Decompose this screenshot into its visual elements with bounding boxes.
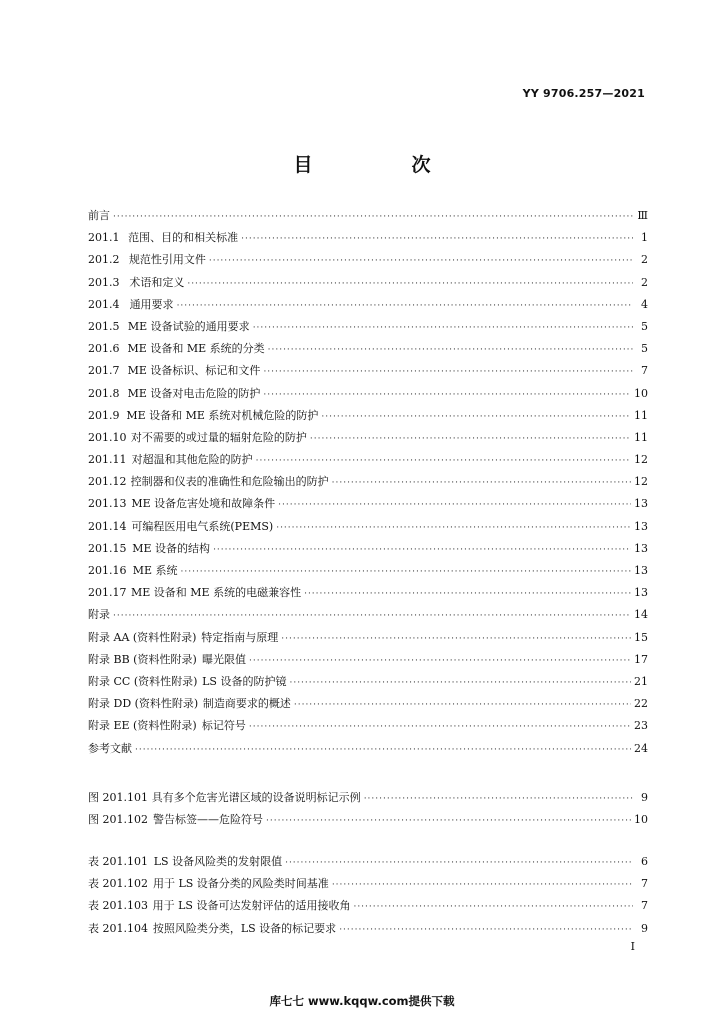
toc-leader-dots [187, 273, 633, 295]
footer-download-note: 库七七 www.kqqw.com提供下载 [269, 994, 455, 1008]
toc-entry-title: 可编程医用电气系统(PEMS) [131, 519, 274, 533]
toc-leader-dots [294, 694, 631, 716]
toc-entry-title: 规范性引用文件 [128, 253, 206, 267]
toc-entry-page: 11 [634, 408, 648, 422]
toc-entry-title: LS 设备风险类的发射限值 [153, 855, 283, 868]
toc-entry-number: 201.1 [88, 231, 120, 245]
toc-entry-page: 14 [634, 608, 648, 622]
toc-entry-page: 10 [634, 386, 648, 400]
toc-entry-title: 用于 LS 设备分类的风险类时间基准 [152, 877, 329, 891]
toc-entry[interactable] [88, 316, 648, 338]
toc-entry-number: 表 201.104 [88, 921, 148, 935]
toc-figures-list [88, 787, 648, 831]
toc-entry[interactable] [88, 516, 648, 538]
toc-entry-title: ME 设备的结构 [132, 541, 211, 555]
toc-entry[interactable] [88, 671, 648, 693]
toc-leader-dots [321, 406, 631, 428]
toc-entry-number: 201.4 [88, 297, 120, 311]
toc-entry[interactable] [88, 873, 648, 895]
toc-entry[interactable] [88, 272, 648, 294]
standard-code: YY 9706.257—2021 [522, 87, 645, 100]
toc-leader-dots [263, 384, 631, 406]
toc-entry-number: 表 201.103 [88, 899, 148, 913]
toc-entry-page: 12 [634, 475, 648, 489]
toc-leader-dots [135, 739, 631, 761]
toc-entry[interactable] [88, 560, 648, 582]
toc-leader-dots [113, 206, 633, 228]
toc-entry[interactable] [88, 693, 648, 715]
toc-entry-page: 13 [634, 541, 648, 555]
toc-entry[interactable] [88, 715, 648, 737]
toc-main-list [88, 205, 648, 760]
toc-entry-title: 具有多个危害光谱区域的设备说明标记示例 [151, 791, 361, 804]
toc-leader-dots [353, 896, 633, 918]
toc-entry[interactable] [88, 738, 648, 760]
toc-entry-page: 11 [634, 430, 648, 444]
toc-leader-dots [278, 494, 631, 516]
toc-entry[interactable] [88, 360, 648, 382]
toc-tables-list [88, 851, 648, 940]
toc-entry-title: 警告标签——危险符号 [153, 813, 264, 827]
toc-entry[interactable] [88, 383, 648, 405]
toc-leader-dots [213, 539, 631, 561]
toc-entry-number: 201.17 [88, 586, 127, 600]
toc-entry-title: ME 设备试验的通用要求 [127, 319, 250, 333]
toc-entry-title: ME 设备标识、标记和文件 [127, 364, 261, 378]
toc-entry-title: ME 设备和 ME 系统的电磁兼容性 [131, 586, 302, 600]
toc-leader-dots [339, 919, 633, 941]
toc-leader-dots [289, 672, 631, 694]
toc-entry-title: 控制器和仪表的准确性和危险输出的防护 [130, 475, 329, 489]
toc-entry-number: 附录 DD (资料性附录) [88, 697, 199, 711]
toc-entry-title: 术语和定义 [129, 275, 185, 289]
toc-entry-number: 附录 EE (资料性附录) [88, 719, 197, 733]
toc-entry-title: 前言 [88, 209, 110, 222]
toc-leader-dots [263, 361, 633, 383]
toc-entry-page: 7 [641, 877, 648, 891]
toc-leader-dots [253, 317, 633, 339]
toc-entry-page: 6 [641, 855, 648, 868]
toc-entry-title: 范围、目的和相关标准 [128, 231, 239, 245]
toc-leader-dots [249, 716, 631, 738]
toc-entry-page: 13 [634, 564, 648, 577]
toc-entry[interactable] [88, 405, 648, 427]
toc-entry[interactable] [88, 627, 648, 649]
toc-entry-page: 21 [634, 674, 648, 688]
toc-entry-title: ME 系统 [132, 564, 178, 577]
toc-entry-title: 对不需要的或过量的辐射危险的防护 [130, 430, 307, 444]
toc-entry[interactable] [88, 649, 648, 671]
toc-entry-title: 附录 [88, 608, 110, 622]
toc-leader-dots [266, 810, 631, 832]
toc-leader-dots [310, 428, 631, 450]
toc-entry-title: 标记符号 [201, 719, 246, 733]
toc-entry-title: 特定指南与原理 [201, 630, 279, 644]
toc-leader-dots [332, 472, 631, 494]
toc-leader-dots [181, 561, 632, 583]
toc-entry-title: 曝光限值 [202, 652, 247, 666]
toc-entry-number: 201.16 [88, 564, 127, 577]
toc-entry-number: 201.15 [88, 541, 127, 555]
toc-entry-title: LS 设备的防护镜 [202, 674, 287, 688]
toc-entry-number: 201.9 [88, 408, 120, 422]
toc-entry[interactable] [88, 449, 648, 471]
toc-entry[interactable] [88, 205, 648, 227]
toc-entry-page: Ⅲ [637, 209, 648, 222]
toc-entry-number: 附录 CC (资料性附录) [88, 674, 198, 688]
toc-entry[interactable] [88, 851, 648, 873]
toc-entry-number: 201.10 [88, 430, 127, 444]
toc-entry-number: 201.12 [88, 475, 127, 489]
toc-entry-number: 表 201.101 [88, 855, 148, 868]
toc-entry-title: ME 设备对电击危险的防护 [127, 386, 261, 400]
toc-entry-title: ME 设备和 ME 系统的分类 [127, 342, 265, 356]
toc-entry[interactable] [88, 493, 648, 515]
toc-entry[interactable] [88, 227, 648, 249]
toc-entry-number: 201.8 [88, 386, 120, 400]
toc-entry-page: 9 [641, 921, 648, 935]
toc-entry-number: 附录 AA (资料性附录) [88, 630, 197, 644]
toc-entry-title: ME 设备和 ME 系统对机械危险的防护 [126, 408, 319, 422]
toc-entry-title: 按照风险类分类，LS 设备的标记要求 [152, 921, 337, 935]
toc-leader-dots [304, 583, 631, 605]
toc-entry[interactable] [88, 604, 648, 626]
toc-entry-page: 2 [641, 275, 648, 289]
toc-leader-dots [332, 874, 633, 896]
toc-entry-page: 4 [641, 297, 648, 311]
toc-entry-number: 201.5 [88, 319, 120, 333]
toc-entry-page: 9 [641, 791, 648, 804]
toc-entry-number: 图 201.102 [88, 813, 148, 827]
toc-entry-page: 13 [634, 586, 648, 600]
toc-entry-page: 5 [641, 319, 648, 333]
toc-leader-dots [113, 605, 631, 627]
toc-entry-title: 制造商要求的概述 [202, 697, 291, 711]
toc-leader-dots [256, 450, 631, 472]
toc-entry-title: 通用要求 [129, 297, 174, 311]
toc-entry-page: 1 [641, 231, 648, 245]
toc-entry[interactable] [88, 895, 648, 917]
toc-entry[interactable] [88, 809, 648, 831]
toc-leader-dots [364, 788, 633, 810]
toc-entry[interactable] [88, 294, 648, 316]
toc-entry-number: 附录 BB (资料性附录) [88, 652, 197, 666]
toc-entry-number: 201.2 [88, 253, 120, 267]
toc-entry-page: 17 [634, 652, 648, 666]
toc-entry-page: 2 [641, 253, 648, 267]
toc-entry-title: 参考文献 [88, 741, 132, 755]
toc-leader-dots [249, 650, 631, 672]
toc-entry-number: 201.3 [88, 275, 120, 289]
toc-entry[interactable] [88, 471, 648, 493]
toc-entry-page: 7 [641, 364, 648, 378]
toc-entry-number: 201.7 [88, 364, 120, 378]
toc-leader-dots [209, 250, 633, 272]
toc-leader-dots [268, 339, 633, 361]
toc-entry-number: 图 201.101 [88, 791, 148, 804]
toc-entry-title: ME 设备危害处境和故障条件 [131, 497, 276, 511]
toc-entry-number: 表 201.102 [88, 877, 148, 891]
toc-entry-page: 23 [634, 719, 648, 733]
toc-entry-number: 201.6 [88, 342, 120, 356]
toc-entry-title: 用于 LS 设备可达发射评估的适用接收角 [152, 899, 351, 913]
page-number: I [630, 940, 635, 953]
toc-entry-page: 24 [634, 741, 648, 755]
toc-entry-page: 10 [634, 813, 648, 827]
toc-entry[interactable] [88, 918, 648, 940]
toc-leader-dots [276, 517, 631, 539]
toc-entry[interactable] [88, 787, 648, 809]
toc-entry[interactable] [88, 582, 648, 604]
toc-entry-page: 13 [634, 519, 648, 533]
toc-entry[interactable] [88, 538, 648, 560]
toc-entry[interactable] [88, 338, 648, 360]
toc-entry-page: 13 [634, 497, 648, 511]
toc-entry-page: 12 [634, 453, 648, 467]
toc-entry-number: 201.14 [88, 519, 127, 533]
toc-entry-page: 5 [641, 342, 648, 356]
toc-leader-dots [281, 628, 631, 650]
toc-entry-number: 201.11 [88, 453, 127, 467]
toc-entry[interactable] [88, 249, 648, 271]
toc-entry-page: 15 [634, 630, 648, 644]
page-title: 目 次 [293, 154, 471, 176]
toc-leader-dots [241, 228, 633, 250]
toc-entry[interactable] [88, 427, 648, 449]
toc-entry-title: 对超温和其他危险的防护 [131, 453, 253, 467]
toc-entry-page: 22 [634, 697, 648, 711]
toc-leader-dots [177, 295, 633, 317]
toc-entry-number: 201.13 [88, 497, 127, 511]
toc-leader-dots [285, 852, 633, 874]
toc-entry-page: 7 [641, 899, 648, 913]
